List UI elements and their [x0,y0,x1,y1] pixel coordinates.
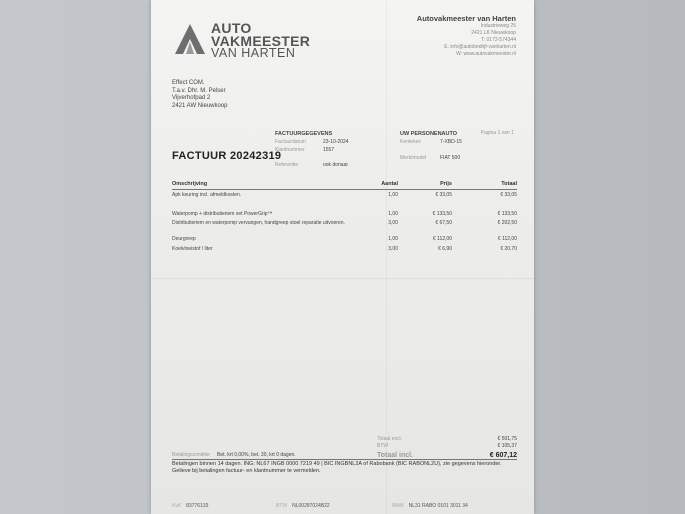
subtotal-label: Totaal excl. [377,436,403,442]
logo-text-van-harten: VAN HARTEN [211,46,296,60]
logo-text-vakmeester: VAKMEESTER [211,33,311,49]
row-total: € 112,00 [497,236,517,242]
row-description: Koelvloeistof / liter [172,246,213,252]
row-total: € 133,50 [497,211,517,217]
kvk-label: KvK [172,503,182,509]
company-website: W: www.autovakmeester.nl [456,51,516,57]
customer-line: 2421 AW Nieuwkoop [172,102,228,109]
btw-label: BTW [276,503,288,509]
footer-btw [276,503,330,509]
auto-header: UW PERSONENAUTO [400,131,458,137]
row-price: € 112,00 [432,236,452,242]
auto-block [400,139,462,162]
row-quantity: 1,00 [388,236,398,242]
row-description: Waterpomp + distributieriem set PowerGrip™ [172,211,273,217]
row-description: Distributieriem en waterpomp vervangen, handgreep stoel reparatie uitvoeren. [172,220,345,226]
header-totaal: Totaal [501,181,517,187]
vat-value: € 105,37 [497,443,517,449]
footer-iban [392,503,468,509]
kvk-number: 83776133 [186,503,209,509]
triangle-logo-icon [173,22,207,56]
row-price: € 133,50 [432,211,452,217]
row-quantity: 3,00 [388,246,398,252]
license-plate: 7-XBD-15 [440,139,462,145]
customer-line: Effect COM. [172,80,205,86]
row-price: € 6,90 [438,246,452,252]
payment-terms-value: Bet. krt 0,00%, bet. 30, krt 0 dagen. [217,452,296,458]
meta-label: Referentie [275,162,299,168]
meta-label: Factuurdatum [275,139,306,145]
row-price: € 67,50 [435,220,452,226]
grand-total-label: Totaal incl. [377,452,414,459]
invoice-title: FACTUUR 20242319 [172,150,282,162]
row-description: Apk keuring incl. afmeldkosten. [172,192,242,198]
paper-crease [151,278,534,279]
row-total: € 20,70 [500,246,517,252]
car-model: FIAT 500 [440,154,461,161]
header-prijs: Prijs [440,181,452,187]
factuurgegevens-block [275,139,349,170]
iban-label: IBAN [392,503,404,509]
customer-line: Vijverhofpad 2 [172,95,211,101]
row-quantity: 1,00 [388,211,398,217]
company-name: Autovakmeester van Harten [416,14,516,23]
subtotal-value: € 501,75 [497,436,517,442]
meta-label: Kenteken [400,139,422,145]
logo-text-auto: AUTO [211,20,252,36]
row-quantity: 1,00 [388,192,398,198]
company-logo [173,20,323,60]
grand-total-value: € 607,12 [489,452,517,459]
header-aantal: Aantal [381,181,398,187]
reference: ook donaar [323,162,349,168]
invoice-date: 23-10-2024 [323,139,349,145]
company-address-line: 2421 LK Nieuwkoop [471,30,516,36]
row-total: € 202,50 [497,220,517,226]
company-block [417,14,516,58]
factuurgegevens-header: FACTUURGEGEVENS [275,131,333,137]
row-price: € 33,05 [435,192,452,198]
customer-number: 1557 [323,146,335,153]
header-omschrijving: Omschrijving [172,181,208,187]
totals-block [377,436,517,461]
payment-instructions: Betalingen binnen 14 dagen. ING: NL67 INGB 0000 7219 49 | BIC INGBNL2A of Rabobank (BIC RABONL2U), zie gegevens hieronder. Gelieve bij betalingen factuur- en klantnummer te vermelden. [172,461,502,474]
vat-label: BTW [377,443,389,449]
row-total: € 33,05 [500,192,517,198]
customer-address [172,80,227,110]
row-description: Deurgreep [172,236,196,242]
company-phone: T: 0172-574344 [481,37,516,43]
table-header [172,181,517,190]
company-email: E: info@autobedrijf-vanharten.nl [444,44,516,50]
btw-number: NL00287024B22 [292,503,330,509]
meta-label: Klantnummer [275,146,305,153]
iban-number: NL31 RABO 0101 3011 34 [408,503,468,509]
row-quantity: 3,00 [388,220,398,226]
page-number: Pagina 1 van 1 [480,130,514,136]
payment-terms-label: Betalingsconditie [172,452,210,458]
divider [172,459,517,460]
customer-line: T.a.v. Dhr. M. Pelser [172,87,226,94]
invoice-paper [151,0,534,514]
meta-label: Merk/model [400,154,427,161]
company-address-line: Industrieweg 25 [480,23,516,29]
footer-kvk [172,503,208,509]
